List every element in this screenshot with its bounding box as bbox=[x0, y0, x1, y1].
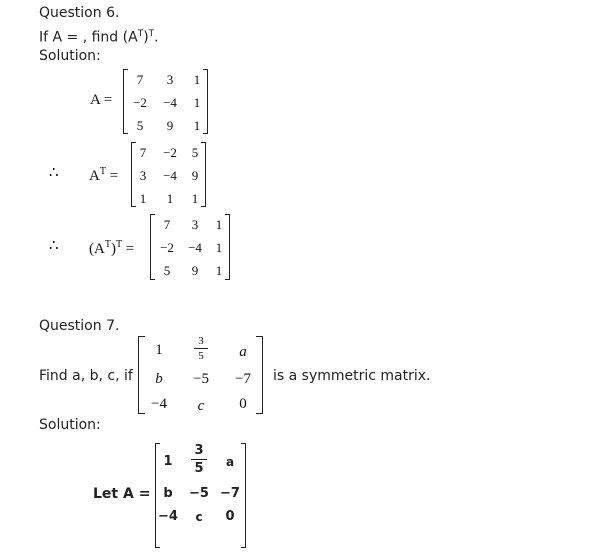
q6-prompt-sup2: T bbox=[148, 29, 155, 39]
matrix-att-cell: −2 bbox=[160, 240, 174, 255]
q7-prompt-end: is a symmetric matrix. bbox=[273, 368, 431, 384]
therefore-symbol-1: ∴ bbox=[49, 165, 59, 181]
let-matrix-cell: a bbox=[225, 455, 235, 469]
matrix-a-cell: 1 bbox=[193, 118, 201, 133]
q7-matrix-cell: 1 bbox=[155, 342, 163, 358]
q6-prompt-text: If A = , find (A bbox=[39, 29, 138, 46]
matrix-a-cell: 1 bbox=[193, 72, 201, 87]
matrix-a-cell: 5 bbox=[136, 118, 144, 133]
q7-solution-label: Solution: bbox=[39, 417, 101, 433]
matrix-at-cell: −2 bbox=[163, 145, 177, 160]
q7-fraction-numerator: 3 bbox=[198, 335, 204, 347]
matrix-att-cell: 3 bbox=[191, 217, 199, 232]
let-fraction-denominator: 5 bbox=[194, 461, 204, 476]
q7-matrix-cell: −7 bbox=[235, 371, 251, 387]
q7-matrix-cell: −5 bbox=[193, 371, 209, 387]
let-matrix-fraction bbox=[191, 443, 207, 476]
matrix-a-cell: 3 bbox=[166, 72, 174, 87]
matrix-a-cell: 9 bbox=[166, 118, 174, 133]
at-label bbox=[89, 163, 118, 185]
matrix-at-cell: 9 bbox=[191, 168, 199, 183]
q7-matrix-cell: b bbox=[155, 371, 163, 387]
q7-matrix-cell: a bbox=[239, 344, 247, 360]
let-label: Let A = bbox=[93, 486, 151, 502]
att-label-open: (A bbox=[89, 241, 105, 257]
q7-matrix-cell: −4 bbox=[151, 396, 167, 412]
a-label: A = bbox=[90, 92, 113, 108]
let-fraction-bar bbox=[191, 459, 207, 460]
matrix-att-cell: 1 bbox=[215, 217, 223, 232]
let-matrix-cell: −5 bbox=[189, 486, 209, 501]
q6-prompt-end: . bbox=[154, 29, 159, 46]
att-label-sup2: T bbox=[115, 239, 123, 250]
matrix-at-cell: 1 bbox=[139, 191, 147, 206]
matrix-att-cell: 5 bbox=[163, 263, 171, 278]
matrix-att-cell: 1 bbox=[215, 263, 223, 278]
let-matrix-cell: b bbox=[163, 486, 173, 501]
matrix-a-cell: −2 bbox=[133, 95, 147, 110]
let-matrix-cell: 1 bbox=[163, 454, 173, 469]
let-matrix-cell: −4 bbox=[158, 509, 178, 524]
matrix-at-cell: 7 bbox=[139, 145, 147, 160]
q6-prompt-close: ) bbox=[143, 29, 149, 46]
q7-fraction-bar bbox=[194, 348, 208, 349]
matrix-a-cell: −4 bbox=[163, 95, 177, 110]
att-label-close: ) bbox=[110, 241, 116, 257]
att-label-eq: = bbox=[125, 241, 135, 257]
matrix-att-cell: 7 bbox=[163, 217, 171, 232]
matrix-att-cell: 1 bbox=[215, 240, 223, 255]
q7-matrix-cell: 0 bbox=[239, 396, 247, 412]
matrix-at-cell: 1 bbox=[191, 191, 199, 206]
q6-prompt-sup1: T bbox=[137, 29, 144, 39]
q7-heading: Question 7. bbox=[39, 318, 120, 334]
at-label-base: A bbox=[89, 168, 100, 184]
let-matrix-cell: c bbox=[195, 510, 203, 524]
matrix-a-cell: 7 bbox=[136, 72, 144, 87]
at-label-eq: = bbox=[109, 168, 119, 184]
matrix-att-cell: −4 bbox=[188, 240, 202, 255]
matrix-at-cell: 1 bbox=[166, 191, 174, 206]
therefore-symbol-2: ∴ bbox=[49, 238, 59, 254]
q7-matrix-fraction bbox=[194, 335, 208, 362]
matrix-a-cell: 1 bbox=[193, 95, 201, 110]
matrix-at-cell: 3 bbox=[139, 168, 147, 183]
matrix-at-cell: −4 bbox=[163, 168, 177, 183]
q6-prompt bbox=[39, 25, 159, 47]
q7-matrix-cell: c bbox=[197, 398, 205, 414]
at-label-sup: T bbox=[99, 166, 106, 177]
att-label-sup1: T bbox=[104, 239, 111, 250]
q7-fraction-denominator: 5 bbox=[198, 350, 204, 362]
let-matrix-cell: 0 bbox=[225, 509, 235, 524]
q6-solution-label: Solution: bbox=[39, 48, 101, 64]
matrix-at-cell: 5 bbox=[191, 145, 199, 160]
q6-heading: Question 6. bbox=[39, 5, 120, 21]
let-matrix-cell: −7 bbox=[220, 486, 240, 501]
q7-prompt-start: Find a, b, c, if bbox=[39, 368, 133, 384]
att-label bbox=[89, 236, 134, 258]
matrix-att-cell: 9 bbox=[191, 263, 199, 278]
let-fraction-numerator: 3 bbox=[194, 443, 204, 458]
